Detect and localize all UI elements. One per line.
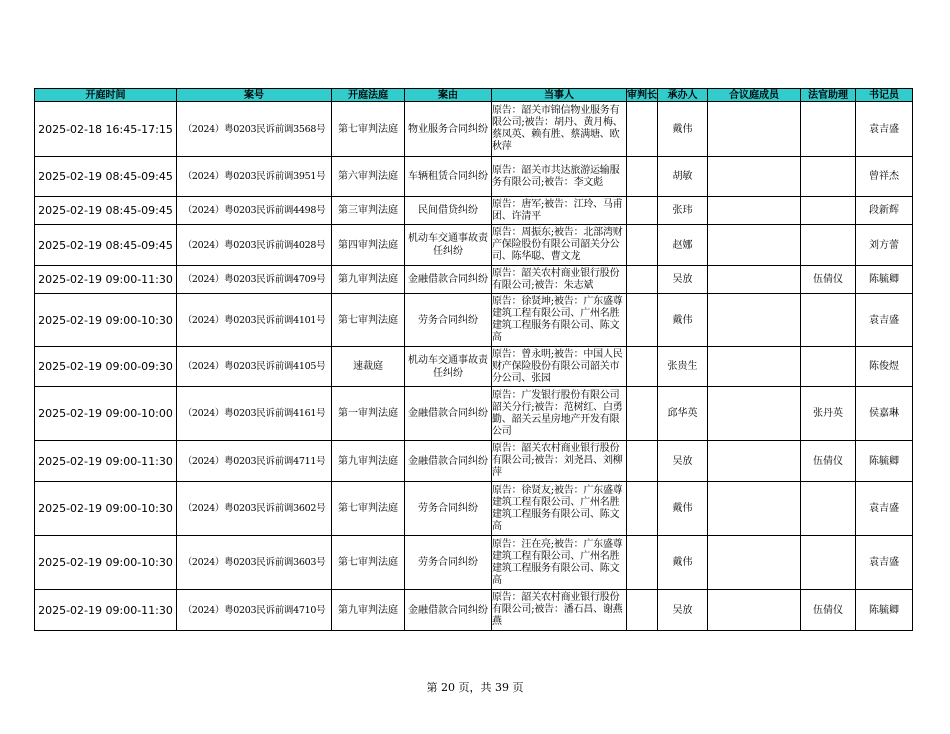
time-cell: 2025-02-19 09:00-10:30	[35, 482, 177, 536]
panel-cell	[708, 266, 801, 294]
panel-cell	[708, 536, 801, 590]
panel-cell	[708, 294, 801, 347]
cause-cell: 劳务合同纠纷	[405, 294, 492, 347]
table-row	[35, 482, 913, 536]
clerk-cell: 曾祥杰	[856, 157, 913, 197]
case-number-cell: （2024）粤0203民诉前调4105号	[177, 347, 332, 387]
handler-cell: 邱华英	[658, 387, 708, 441]
panel-cell	[708, 157, 801, 197]
chief-judge-cell	[627, 266, 658, 294]
table-body	[35, 102, 913, 631]
header-row	[35, 89, 913, 102]
time-cell: 2025-02-19 08:45-09:45	[35, 197, 177, 225]
time-cell: 2025-02-19 09:00-10:30	[35, 536, 177, 590]
time-cell: 2025-02-19 09:00-11:30	[35, 441, 177, 482]
court-cell: 第九审判法庭	[332, 266, 405, 294]
handler-cell: 戴伟	[658, 482, 708, 536]
clerk-cell: 刘方蕾	[856, 225, 913, 266]
handler-cell: 胡敏	[658, 157, 708, 197]
cause-cell: 劳务合同纠纷	[405, 482, 492, 536]
table-row	[35, 536, 913, 590]
table-row	[35, 347, 913, 387]
chief-judge-cell	[627, 102, 658, 157]
cause-cell: 金融借款合同纠纷	[405, 590, 492, 631]
handler-cell: 吴放	[658, 441, 708, 482]
chief-judge-cell	[627, 387, 658, 441]
header-clerk: 书记员	[856, 89, 913, 102]
chief-judge-cell	[627, 536, 658, 590]
court-cell: 第七审判法庭	[332, 482, 405, 536]
cause-cell: 金融借款合同纠纷	[405, 266, 492, 294]
header-case-no: 案号	[177, 89, 332, 102]
court-cell: 第四审判法庭	[332, 225, 405, 266]
panel-cell	[708, 102, 801, 157]
header-panel: 合议庭成员	[708, 89, 801, 102]
case-number-cell: （2024）粤0203民诉前调4498号	[177, 197, 332, 225]
chief-judge-cell	[627, 590, 658, 631]
time-cell: 2025-02-19 09:00-11:30	[35, 266, 177, 294]
parties-cell: 原告：汪在亮;被告：广东盛尊建筑工程有限公司、广州名胜建筑工程服务有限公司、陈文高	[492, 536, 627, 590]
court-cell: 第三审判法庭	[332, 197, 405, 225]
chief-judge-cell	[627, 157, 658, 197]
assistant-cell: 伍倩仪	[801, 590, 856, 631]
assistant-cell	[801, 536, 856, 590]
table-row	[35, 387, 913, 441]
clerk-cell: 袁吉盛	[856, 482, 913, 536]
cause-cell: 机动车交通事故责任纠纷	[405, 225, 492, 266]
header-court: 开庭法庭	[332, 89, 405, 102]
table-row	[35, 197, 913, 225]
court-cell: 第七审判法庭	[332, 102, 405, 157]
case-number-cell: （2024）粤0203民诉前调4101号	[177, 294, 332, 347]
header-cause: 案由	[405, 89, 492, 102]
cause-cell: 金融借款合同纠纷	[405, 441, 492, 482]
table-row	[35, 157, 913, 197]
case-number-cell: （2024）粤0203民诉前调4710号	[177, 590, 332, 631]
time-cell: 2025-02-18 16:45-17:15	[35, 102, 177, 157]
clerk-cell: 陈毓卿	[856, 441, 913, 482]
page-number: 第 20 页，共 39 页	[426, 681, 524, 694]
clerk-cell: 侯嘉琳	[856, 387, 913, 441]
panel-cell	[708, 482, 801, 536]
court-cell: 第一审判法庭	[332, 387, 405, 441]
parties-cell: 原告：曾永明;被告：中国人民财产保险股份有限公司韶关市分公司、张园	[492, 347, 627, 387]
case-number-cell: （2024）粤0203民诉前调4711号	[177, 441, 332, 482]
clerk-cell: 袁吉盛	[856, 294, 913, 347]
clerk-cell: 段新辉	[856, 197, 913, 225]
case-number-cell: （2024）粤0203民诉前调4709号	[177, 266, 332, 294]
time-cell: 2025-02-19 08:45-09:45	[35, 157, 177, 197]
assistant-cell	[801, 225, 856, 266]
chief-judge-cell	[627, 197, 658, 225]
panel-cell	[708, 197, 801, 225]
chief-judge-cell	[627, 225, 658, 266]
parties-cell: 原告：徐贤坤;被告：广东盛尊建筑工程有限公司、广州名胜建筑工程服务有限公司、陈文高	[492, 294, 627, 347]
assistant-cell	[801, 102, 856, 157]
court-cell: 速裁庭	[332, 347, 405, 387]
hearing-schedule	[34, 88, 912, 631]
case-number-cell: （2024）粤0203民诉前调3951号	[177, 157, 332, 197]
court-cell: 第九审判法庭	[332, 590, 405, 631]
panel-cell	[708, 387, 801, 441]
time-cell: 2025-02-19 09:00-10:30	[35, 294, 177, 347]
assistant-cell: 张丹英	[801, 387, 856, 441]
table-row	[35, 294, 913, 347]
case-number-cell: （2024）粤0203民诉前调3603号	[177, 536, 332, 590]
table-row	[35, 266, 913, 294]
parties-cell: 原告：广发银行股份有限公司韶关分行;被告：范树红、白勇勤、韶关云星房地产开发有限公司	[492, 387, 627, 441]
parties-cell: 原告：韶关市共达旅游运输服务有限公司;被告：李文彪	[492, 157, 627, 197]
court-cell: 第七审判法庭	[332, 536, 405, 590]
assistant-cell	[801, 482, 856, 536]
clerk-cell: 陈毓卿	[856, 266, 913, 294]
time-cell: 2025-02-19 09:00-10:00	[35, 387, 177, 441]
court-cell: 第九审判法庭	[332, 441, 405, 482]
panel-cell	[708, 347, 801, 387]
cause-cell: 劳务合同纠纷	[405, 536, 492, 590]
parties-cell: 原告：唐军;被告：江玲、马甫团、许清平	[492, 197, 627, 225]
assistant-cell	[801, 157, 856, 197]
case-number-cell: （2024）粤0203民诉前调3568号	[177, 102, 332, 157]
clerk-cell: 陈毓卿	[856, 590, 913, 631]
chief-judge-cell	[627, 482, 658, 536]
clerk-cell: 袁吉盛	[856, 102, 913, 157]
assistant-cell: 伍倩仪	[801, 266, 856, 294]
header-parties: 当事人	[492, 89, 627, 102]
parties-cell: 原告：韶关市锦信物业服务有限公司;被告：胡丹、黄月梅、蔡凤英、赖有胜、蔡满塘、欧秋萍	[492, 102, 627, 157]
cause-cell: 物业服务合同纠纷	[405, 102, 492, 157]
clerk-cell: 陈俊煜	[856, 347, 913, 387]
cause-cell: 机动车交通事故责任纠纷	[405, 347, 492, 387]
handler-cell: 戴伟	[658, 294, 708, 347]
time-cell: 2025-02-19 09:00-11:30	[35, 590, 177, 631]
time-cell: 2025-02-19 08:45-09:45	[35, 225, 177, 266]
header-handler: 承办人	[658, 89, 708, 102]
panel-cell	[708, 441, 801, 482]
cause-cell: 金融借款合同纠纷	[405, 387, 492, 441]
parties-cell: 原告：韶关农村商业银行股份有限公司;被告：朱志斌	[492, 266, 627, 294]
handler-cell: 戴伟	[658, 102, 708, 157]
cause-cell: 民间借贷纠纷	[405, 197, 492, 225]
handler-cell: 张贵生	[658, 347, 708, 387]
case-number-cell: （2024）粤0203民诉前调4028号	[177, 225, 332, 266]
assistant-cell	[801, 347, 856, 387]
handler-cell: 吴放	[658, 590, 708, 631]
time-cell: 2025-02-19 09:00-09:30	[35, 347, 177, 387]
parties-cell: 原告：韶关农村商业银行股份有限公司;被告：潘石昌、谢燕燕	[492, 590, 627, 631]
panel-cell	[708, 590, 801, 631]
cause-cell: 车辆租赁合同纠纷	[405, 157, 492, 197]
table-row	[35, 102, 913, 157]
clerk-cell: 袁吉盛	[856, 536, 913, 590]
assistant-cell: 伍倩仪	[801, 441, 856, 482]
parties-cell: 原告：徐贤友;被告：广东盛尊建筑工程有限公司、广州名胜建筑工程服务有限公司、陈文高	[492, 482, 627, 536]
handler-cell: 赵娜	[658, 225, 708, 266]
handler-cell: 吴放	[658, 266, 708, 294]
handler-cell: 戴伟	[658, 536, 708, 590]
court-cell: 第六审判法庭	[332, 157, 405, 197]
case-number-cell: （2024）粤0203民诉前调4161号	[177, 387, 332, 441]
court-cell: 第七审判法庭	[332, 294, 405, 347]
table-row	[35, 590, 913, 631]
parties-cell: 原告：韶关农村商业银行股份有限公司;被告：刘尧昌、刘柳萍	[492, 441, 627, 482]
header-time: 开庭时间	[35, 89, 177, 102]
schedule-table	[34, 88, 913, 631]
table-row	[35, 441, 913, 482]
chief-judge-cell	[627, 347, 658, 387]
assistant-cell	[801, 294, 856, 347]
case-number-cell: （2024）粤0203民诉前调3602号	[177, 482, 332, 536]
header-assistant: 法官助理	[801, 89, 856, 102]
chief-judge-cell	[627, 294, 658, 347]
table-row	[35, 225, 913, 266]
header-chief-judge: 审判长	[627, 89, 657, 101]
handler-cell: 张玮	[658, 197, 708, 225]
panel-cell	[708, 225, 801, 266]
assistant-cell	[801, 197, 856, 225]
parties-cell: 原告：周振东;被告：北部湾财产保险股份有限公司韶关分公司、陈华聪、曹文龙	[492, 225, 627, 266]
chief-judge-cell	[627, 441, 658, 482]
